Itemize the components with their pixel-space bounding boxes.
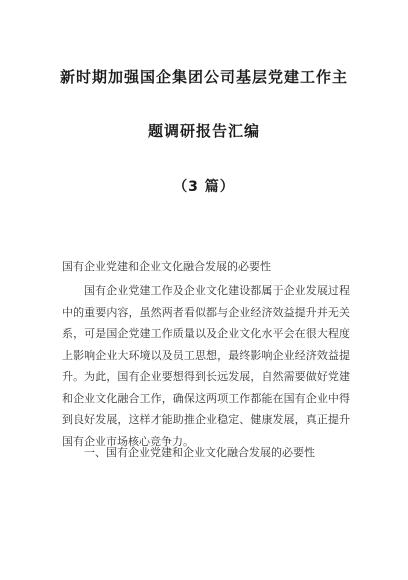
body-paragraph: 国有企业党建工作及企业文化建设都属于企业发展过程中的重要内容，虽然两者看似都与企业经济效益提升并无关系，可是国企党建工作质量以及企业文化水平会在很大程度上影响企业大环境以及员工思想，最终影响企业经济效益提升。为此，国有企业要想得到长远发展，自然需要做好党建和企业文化融合工作，确保这两项工作都能在国有企业中得到良好发展，这样才能助推企业稳定、健康发展，真正提升国有企业市场核心竞争力。 bbox=[62, 284, 350, 448]
subheading: 一、国有企业党建和企业文化融合发展的必要性 bbox=[84, 446, 315, 459]
document-title-count: （3 篇） bbox=[173, 179, 235, 195]
document-title-line-2: 题调研报告汇编 bbox=[147, 122, 260, 140]
document-title-line-1: 新时期加强国企集团公司基层党建工作主 bbox=[59, 68, 348, 86]
section-heading: 国有企业党建和企业文化融合发展的必要性 bbox=[62, 260, 271, 273]
